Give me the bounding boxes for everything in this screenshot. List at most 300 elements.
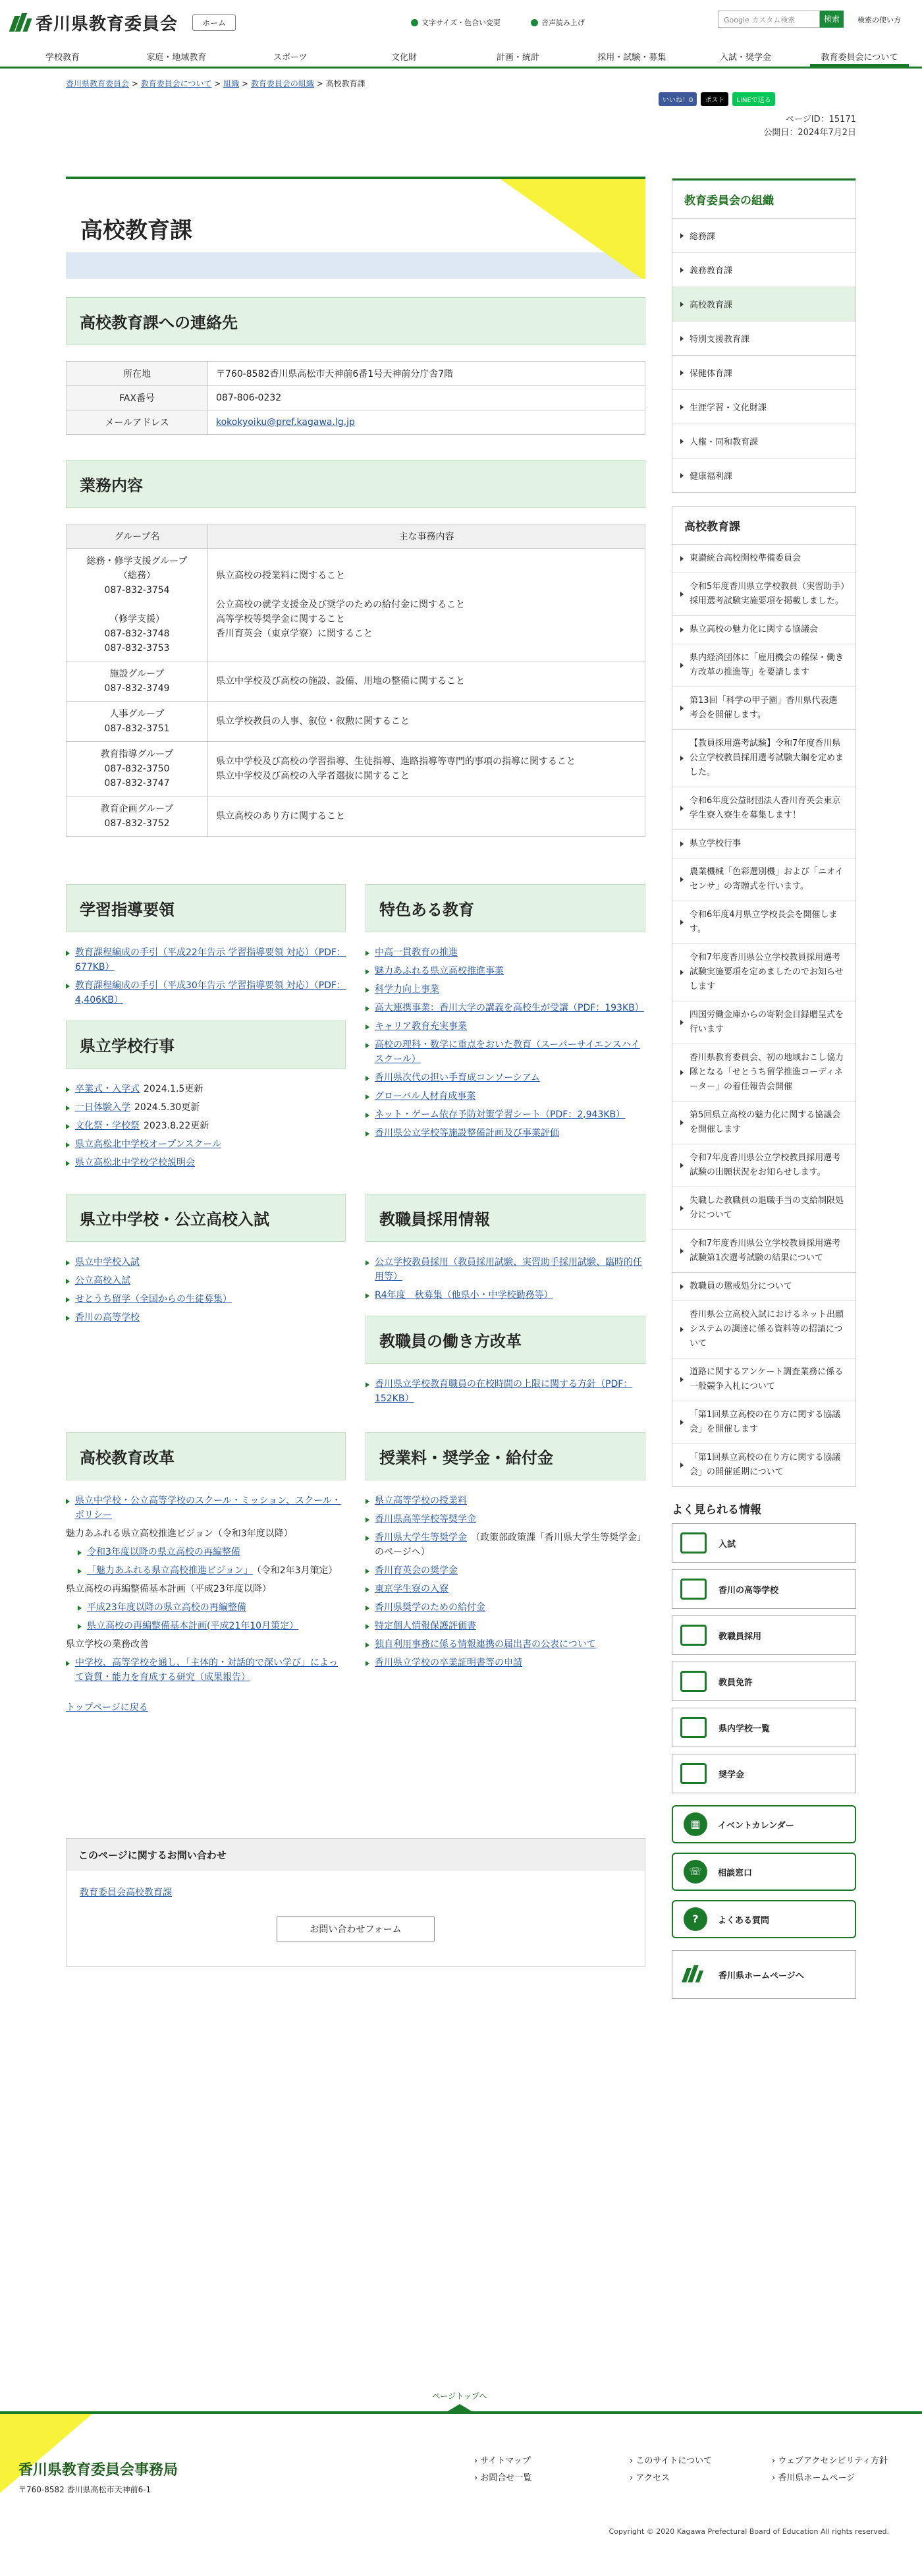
nav-item-6[interactable]: 入試・奨学金	[720, 53, 772, 63]
footer-link-inquiries[interactable]: › お問合せ一覧	[474, 2473, 532, 2483]
news-item-label: 県内経済団体に「雇用機会の確保・働き方改革の推進等」を要請します	[690, 653, 844, 677]
contact-value-cell	[208, 362, 645, 386]
breadcrumb-link[interactable]: 教育委員会の組織	[250, 79, 314, 88]
tokushoku-item-link[interactable]: ネット・ゲーム依存予防対策学習シート（PDF：2,943KB）	[375, 1109, 626, 1120]
jugyoryo-heading: 授業料・奨学金・給付金	[366, 1432, 645, 1480]
freq-link[interactable]	[672, 1754, 856, 1793]
news-item[interactable]	[672, 1301, 855, 1358]
jugyoryo-item	[366, 1512, 645, 1526]
exam-icon	[680, 1532, 707, 1554]
news-item-label: 令和7年度香川県公立学校教員採用選考試験第1次選考試験の結果について	[690, 1239, 841, 1263]
kagawa-home-button[interactable]	[672, 1950, 856, 1999]
hatarakikata-links	[366, 1377, 645, 1406]
work-tasks: 県立高校の授業料に関すること 公立高校の就学支援金及び奨学のための給付金に関すること 高等学校等奨学金に関すること 香川育英会（東京学寮）に関すること	[208, 549, 645, 661]
footer-decoration-triangle	[0, 2414, 92, 2493]
news-item[interactable]	[672, 1144, 855, 1187]
org-nav-item[interactable]	[672, 321, 855, 355]
text-size-label: 文字サイズ・色合い変更	[421, 18, 501, 27]
jugyoryo-item-link[interactable]: 特定個人情報保護評価書	[375, 1621, 476, 1631]
contact-label: FAX番号	[67, 386, 208, 410]
school-list-icon	[680, 1717, 707, 1738]
green-button-label: イベントカレンダー	[718, 1820, 794, 1831]
inquiry-title: このページに関するお問い合わせ	[67, 1839, 645, 1871]
org-nav-item[interactable]	[672, 355, 855, 389]
kaikaku-link[interactable]: 県立高校の再編整備基本計画(平成21年10月策定）	[87, 1621, 299, 1631]
gakushu-item	[66, 945, 346, 974]
site-footer	[0, 2411, 922, 2576]
saiyo-item	[366, 1255, 645, 1284]
nyushi-item	[66, 1292, 346, 1306]
page-title-banner	[66, 177, 645, 279]
back-to-top-link[interactable]: トップページに戻る	[66, 1702, 148, 1713]
nav-item-4[interactable]: 計画・統計	[496, 53, 539, 63]
footer-link-kagawa[interactable]: › 香川県ホームページ	[772, 2473, 855, 2483]
news-item-label: 香川県公立高校入試におけるネット出願システムの調達に係る資料等の招請について	[690, 1310, 844, 1349]
news-item[interactable]	[672, 1443, 855, 1486]
kaikaku-item	[66, 1545, 346, 1559]
text-size-icon	[411, 19, 418, 26]
work-tasks: 県立学校教員の人事、叙位・叙勲に関すること	[208, 702, 645, 742]
tokushoku-item	[366, 1001, 645, 1015]
site-title: 香川県教育委員会	[36, 14, 178, 34]
tokushoku-item-link[interactable]: 香川県次代の担い手育成コンソーシアム	[375, 1073, 540, 1083]
inquiry-box	[66, 1838, 645, 1967]
freq-label: 奨学金	[719, 1770, 745, 1780]
search-help-link[interactable]: 検索の使い方	[857, 16, 901, 24]
x-post-button[interactable]: ポスト	[701, 92, 728, 106]
tokushoku-item	[366, 1071, 645, 1085]
tokushoku-item	[366, 964, 645, 978]
saiyo-item-link[interactable]: R4年度 秋募集（他県小・中学校勤務等）	[375, 1290, 553, 1301]
news-item-label: 令和7年度香川県公立学校教員採用選考試験の出願状況をお知らせします。	[690, 1153, 841, 1177]
contact-value: 〒760-8582香川県高松市天神前6番1号天神前分庁舎7階	[216, 369, 454, 379]
gyoji-item-note: 2023.8.22更新	[144, 1121, 209, 1131]
kagawa-logo-icon	[680, 1964, 707, 1985]
nyushi-item-link[interactable]: 県立中学校入試	[75, 1257, 140, 1268]
jugyoryo-item-link[interactable]: 香川県奨学のための給付金	[375, 1602, 485, 1613]
green-button[interactable]	[672, 1900, 856, 1938]
contact-label: メールアドレス	[67, 410, 208, 435]
footer-link-sitemap[interactable]: › サイトマップ	[474, 2456, 531, 2466]
kaikaku-link[interactable]: 県立中学校・公立高等学校のスクール・ミッション、スクール・ポリシー	[75, 1496, 341, 1521]
gyoji-item-link[interactable]: 県立高松北中学校学校説明会	[75, 1158, 195, 1168]
tokushoku-item-link[interactable]: 科学力向上事業	[375, 984, 439, 995]
tokushoku-item	[366, 1089, 645, 1104]
news-item-label: 香川県教育委員会、初の地域おこし協力隊となる「せとうち留学推進コーディネーター」の着任報告会開催	[690, 1053, 844, 1092]
tokushoku-item	[366, 1038, 645, 1067]
news-nav	[672, 506, 856, 1487]
tokushoku-item	[366, 945, 645, 960]
org-nav-label: 健康福利課	[690, 472, 733, 482]
kaikaku-note: （令和2年3月策定）	[256, 1565, 338, 1576]
copyright: Copyright © 2020 Kagawa Prefectural Board of Education All rights reserved.	[609, 2527, 889, 2536]
gyoji-item	[66, 1119, 346, 1133]
kaikaku-text: 県立学校の業務改善	[66, 1639, 149, 1650]
saiyo-item-link[interactable]: 公立学校教員採用（教員採用試験、実習助手採用試験、臨時的任用等）	[375, 1257, 642, 1282]
jugyoryo-item-link[interactable]: 県立高等学校の授業料	[375, 1496, 467, 1506]
work-heading: 業務内容	[66, 460, 645, 508]
news-item-label: 令和7年度香川県公立学校教員採用選考試験実施要項を定めましたのでお知らせします	[690, 953, 844, 992]
section-row-1	[66, 884, 645, 1170]
freq-label: 県内学校一覧	[719, 1723, 771, 1734]
footer-link-about[interactable]: › このサイトについて	[630, 2456, 713, 2466]
work-tasks: 県立高校のあり方に関すること	[208, 797, 645, 837]
home-button[interactable]: ホーム	[192, 14, 236, 31]
news-item-label: 「第1回県立高校の在り方に関する協議会」の開催延期について	[690, 1453, 841, 1477]
page-top-link[interactable]	[427, 2390, 493, 2412]
jugyoryo-links	[366, 1494, 645, 1670]
section-row-2	[66, 1194, 645, 1406]
nav-item-3[interactable]: 文化財	[391, 53, 418, 63]
work-row	[67, 742, 645, 797]
site-logo[interactable]	[12, 11, 178, 35]
jugyoryo-item-link[interactable]: 香川県大学生等奨学金	[375, 1532, 467, 1543]
news-item-label: 失職した教職員の退職手当の支給制限処分について	[690, 1196, 844, 1220]
faq-icon: ?	[684, 1907, 707, 1931]
work-col-header: 主な事務内容	[208, 524, 645, 549]
gyoji-links	[66, 1082, 346, 1170]
nyushi-item-link[interactable]: 香川の高等学校	[75, 1312, 140, 1323]
nav-item-7[interactable]: 教育委員会について	[810, 45, 909, 67]
hatarakikata-heading: 教職員の働き方改革	[366, 1316, 645, 1364]
tokushoku-item-link[interactable]: 中高一貫教育の推進	[375, 947, 458, 958]
tokushoku-item-link[interactable]: キャリア教育充実事業	[375, 1021, 467, 1032]
breadcrumb-current: 高校教育課	[325, 79, 366, 88]
org-nav-label: 人権・同和教育課	[690, 437, 759, 447]
org-nav-label: 高校教育課	[690, 300, 733, 310]
freq-label: 教員免許	[719, 1677, 753, 1688]
kaikaku-item	[66, 1600, 346, 1615]
contact-heading: 高校教育課への連絡先	[66, 297, 645, 345]
kaikaku-text: 県立高校の再編整備基本計画（平成23年度以降）	[66, 1584, 271, 1594]
news-item-label: 教職員の懲戒処分について	[690, 1281, 792, 1291]
news-item-label: 東讃統合高校開校準備委員会	[690, 553, 801, 563]
voice-link[interactable]	[531, 17, 585, 28]
news-item[interactable]	[672, 858, 855, 901]
kaikaku-link[interactable]: 令和3年度以降の県立高校の再編整備	[87, 1547, 240, 1557]
breadcrumb-link[interactable]: 香川県教育委員会	[66, 79, 130, 88]
jugyoryo-item-link[interactable]: 香川育英会の奨学金	[375, 1565, 458, 1576]
jugyoryo-item-link[interactable]: 独自利用事務に係る情報連携の届出書の公表について	[375, 1639, 596, 1650]
gyoji-item	[66, 1137, 346, 1152]
gyoji-heading: 県立学校行事	[66, 1021, 346, 1069]
org-nav-item[interactable]	[672, 458, 855, 492]
text-size-link[interactable]	[411, 17, 501, 28]
tokushoku-item-link[interactable]: 高校の理科・数学に重点をおいた教育（スーパーサイエンスハイスクール）	[375, 1040, 640, 1065]
page-title: 高校教育課	[80, 217, 192, 244]
social-buttons	[659, 92, 775, 106]
kagawa-logo-icon	[12, 13, 30, 33]
speaker-icon	[531, 19, 538, 26]
news-item[interactable]	[672, 1401, 855, 1443]
news-item-label: 令和6年度4月県立学校長会を開催します。	[690, 910, 838, 934]
gyoji-item-note: 2024.1.5更新	[144, 1084, 203, 1094]
news-item-label: 道路に関するアンケート調査業務に係る一般競争入札について	[690, 1367, 844, 1391]
org-nav-item[interactable]	[672, 424, 855, 458]
right-col-3	[366, 1432, 645, 1685]
work-row	[67, 661, 645, 702]
contact-value-cell	[208, 386, 645, 410]
green-button-label: よくある質問	[718, 1915, 770, 1926]
jugyoryo-item-link[interactable]: 東京学生寮の入寮	[375, 1584, 448, 1594]
breadcrumb-link[interactable]: 組織	[223, 79, 240, 88]
search-button[interactable]: 検索	[820, 11, 844, 28]
saiyo-heading: 教職員採用情報	[366, 1194, 645, 1242]
org-nav-item[interactable]	[672, 287, 855, 321]
news-item[interactable]	[672, 729, 855, 787]
section-row-3	[66, 1432, 645, 1685]
gyoji-item-link[interactable]: 卒業式・入学式	[75, 1084, 140, 1094]
jugyoryo-item	[366, 1619, 645, 1633]
nyushi-item	[66, 1310, 346, 1325]
left-col-2	[66, 1194, 346, 1406]
contact-value-cell	[208, 410, 645, 435]
news-item[interactable]	[672, 1044, 855, 1101]
news-item[interactable]	[672, 901, 855, 943]
news-item[interactable]	[672, 1272, 855, 1301]
gyoji-item	[66, 1082, 346, 1096]
org-nav	[672, 178, 856, 493]
breadcrumb-separator: >	[239, 79, 251, 88]
nav-item-2[interactable]: スポーツ	[273, 53, 308, 63]
freq-link[interactable]	[672, 1615, 856, 1655]
kaikaku-item	[66, 1582, 346, 1596]
freq-label: 教職員採用	[719, 1631, 762, 1642]
work-group: 教育指導グループ 087-832-3750 087-832-3747	[67, 742, 208, 797]
work-header-row	[67, 524, 645, 549]
jugyoryo-item	[366, 1600, 645, 1615]
org-nav-label: 義務教育課	[690, 266, 733, 276]
jugyoryo-item-link[interactable]: 香川県立学校の卒業証明書等の申請	[375, 1658, 522, 1668]
kaikaku-link[interactable]: 中学校、高等学校を通し、「主体的・対話的で深い学び」によって資質・能力を育成する研究（成果報告）	[75, 1658, 338, 1683]
jugyoryo-item	[366, 1494, 645, 1508]
green-button[interactable]	[672, 1805, 856, 1843]
news-item-label: 四国労働金庫からの寄附金目録贈呈式を行います	[690, 1010, 844, 1034]
left-col-3	[66, 1432, 346, 1685]
footer-link-accessibility[interactable]: › ウェブアクセシビリティ方針	[772, 2456, 888, 2466]
tokushoku-item-link[interactable]: 香川県公立学校等施設整備計画及び事業評価	[375, 1128, 559, 1138]
news-item-label: 令和6年度公益財団法人香川育英会東京学生寮入寮生を募集します！	[690, 796, 841, 820]
freq-link[interactable]	[672, 1523, 856, 1563]
kaikaku-link[interactable]: 平成23年度以降の県立高校の再編整備	[87, 1602, 246, 1613]
site-header	[0, 0, 922, 45]
freq-link[interactable]	[672, 1662, 856, 1701]
org-nav-item[interactable]	[672, 252, 855, 287]
kaikaku-item	[66, 1619, 346, 1633]
kagawa-home-label: 香川県ホームページへ	[719, 1971, 804, 1981]
news-item[interactable]	[672, 644, 855, 686]
gakushu-item-link[interactable]: 教育課程編成の手引（平成30年告示 学習指導要領 対応）（PDF：4,406KB）	[75, 980, 346, 1005]
news-item[interactable]	[672, 787, 855, 829]
nyushi-heading: 県立中学校・公立高校入試	[66, 1194, 346, 1242]
main-content	[66, 177, 645, 1714]
contact-row	[67, 362, 645, 386]
nyushi-item-link[interactable]: せとうち留学（全国からの生徒募集）	[75, 1294, 232, 1304]
inquiry-form-button[interactable]	[277, 1916, 435, 1942]
freq-link[interactable]	[672, 1708, 856, 1747]
breadcrumb-separator: >	[129, 79, 141, 88]
gyoji-item-link[interactable]: 県立高松北中学校オープンスクール	[75, 1139, 222, 1150]
tokushoku-item-link[interactable]: グローバル人材育成事業	[375, 1091, 476, 1102]
freq-label: 入試	[719, 1539, 736, 1550]
breadcrumb-separator: >	[211, 79, 224, 88]
nav-item-5[interactable]: 採用・試験・募集	[597, 53, 666, 63]
kaikaku-link[interactable]: 「魅力あふれる県立高校推進ビジョン」	[87, 1565, 253, 1576]
left-col-1	[66, 884, 346, 1170]
footer-address: 〒760-8582 香川県高松市天神前6-1	[18, 2485, 151, 2494]
kaikaku-item	[66, 1656, 346, 1685]
freq-label: 香川の高等学校	[719, 1585, 779, 1596]
nav-item-0[interactable]: 学校教育	[45, 53, 80, 63]
news-item-label: 第5回県立高校の魅力化に関する協議会を開催します	[690, 1110, 841, 1134]
teacher-icon	[680, 1625, 707, 1646]
tokushoku-item	[366, 1019, 645, 1034]
work-row	[67, 797, 645, 837]
news-item[interactable]	[672, 1358, 855, 1401]
nyushi-item	[66, 1274, 346, 1288]
org-nav-item[interactable]	[672, 218, 855, 252]
nyushi-item	[66, 1255, 346, 1270]
contact-row	[67, 386, 645, 410]
news-item-label: 【教員採用選考試験】令和7年度香川県公立学校教員採用選考試験大綱を定めました。	[690, 739, 844, 777]
news-item[interactable]	[672, 686, 855, 729]
news-item[interactable]	[672, 1187, 855, 1229]
news-item-label: 県立高校の魅力化に関する協議会	[690, 625, 819, 634]
consult-icon: ☏	[684, 1860, 707, 1884]
kaikaku-text: 魅力あふれる県立高校推進ビジョン（令和3年度以降）	[66, 1528, 293, 1539]
scholarship-icon	[680, 1763, 707, 1784]
gakushu-item	[66, 978, 346, 1007]
kaikaku-item	[66, 1563, 346, 1578]
gakushu-links	[66, 945, 346, 1007]
breadcrumb-link[interactable]: 教育委員会について	[140, 79, 212, 88]
jugyoryo-item-note: （政策部政策課「香川県大学生等奨学金」のページへ）	[375, 1532, 641, 1557]
gyoji-item	[66, 1156, 346, 1170]
gyoji-item-link[interactable]: 一日体験入学	[75, 1102, 130, 1113]
school-icon	[680, 1579, 707, 1600]
nav-item-1[interactable]: 家庭・地域教育	[146, 53, 207, 63]
work-col-header: グループ名	[67, 524, 208, 549]
email-link[interactable]: kokokyoiku@pref.kagawa.lg.jp	[216, 417, 355, 428]
org-nav-label: 特別支援教育課	[690, 335, 750, 345]
work-table	[66, 524, 645, 837]
news-item-label: 令和5年度香川県立学校教員（実習助手）採用選考試験実施要項を掲載しました。	[690, 582, 845, 606]
green-buttons	[672, 1805, 856, 1938]
inquiry-form-label: お問い合わせフォーム	[310, 1924, 402, 1935]
breadcrumb	[66, 78, 366, 89]
gyoji-item-note: 2024.5.30更新	[134, 1102, 200, 1113]
kaikaku-heading: 高校教育改革	[66, 1432, 346, 1480]
line-share-button[interactable]: LINEで送る	[732, 92, 774, 106]
published-date: 公開日：2024年7月2日	[763, 128, 856, 138]
search-input[interactable]: Google カスタム検索	[718, 11, 820, 28]
org-nav-label: 生涯学習・文化財課	[690, 403, 767, 413]
hatarakikata-item-link[interactable]: 香川県立学校教育職員の在校時間の上限に関する方針（PDF：152KB）	[375, 1379, 633, 1404]
right-col-2	[366, 1194, 645, 1406]
kaikaku-links	[66, 1494, 346, 1685]
saiyo-links	[366, 1255, 645, 1302]
tokushoku-item-link[interactable]: 高大連携事業：香川大学の講義を高校生が受講（PDF：193KB）	[375, 1003, 644, 1013]
news-item[interactable]	[672, 544, 855, 573]
news-item[interactable]	[672, 1229, 855, 1272]
news-nav-title: 高校教育課	[684, 520, 740, 534]
kaikaku-item	[66, 1637, 346, 1652]
work-group: 人事グループ 087-832-3751	[67, 702, 208, 742]
footer-link-access[interactable]: › アクセス	[630, 2473, 670, 2483]
contact-table	[66, 361, 645, 435]
work-tasks: 県立中学校及び高校の学習指導、生徒指導、進路指導等専門的事項の指導に関すること 県立中学校及び高校の入学者選抜に関すること	[208, 742, 645, 797]
work-row	[67, 702, 645, 742]
news-item-label: 県立学校行事	[690, 839, 742, 849]
tokushoku-item	[366, 1107, 645, 1122]
page-meta	[763, 113, 856, 140]
jugyoryo-item	[366, 1656, 645, 1670]
news-item[interactable]	[672, 1001, 855, 1044]
green-button[interactable]	[672, 1853, 856, 1891]
breadcrumb-separator: >	[313, 79, 326, 88]
tokushoku-item	[366, 1126, 645, 1140]
news-item[interactable]	[672, 615, 855, 644]
contact-row	[67, 410, 645, 435]
voice-label: 音声読み上げ	[541, 18, 585, 27]
jugyoryo-item	[366, 1563, 645, 1578]
news-item-label: 農業機械「色彩選別機」および「ニオイセンサ」の寄贈式を行います。	[690, 867, 844, 891]
facebook-like-button[interactable]: いいね！0	[659, 92, 697, 106]
gyoji-item-link[interactable]: 文化祭・学校祭	[75, 1121, 140, 1131]
jugyoryo-item	[366, 1637, 645, 1652]
kaikaku-item	[66, 1526, 346, 1541]
work-tasks: 県立中学校及び高校の施設、設備、用地の整備に関すること	[208, 661, 645, 702]
nyushi-links	[66, 1255, 346, 1325]
freq-link[interactable]	[672, 1569, 856, 1609]
sidebar	[672, 178, 856, 2005]
news-item[interactable]	[672, 829, 855, 858]
calendar-icon: ▦	[684, 1812, 707, 1836]
jugyoryo-item-link[interactable]: 香川県高等学校等奨学金	[375, 1514, 476, 1525]
hatarakikata-item	[366, 1377, 645, 1406]
org-nav-item[interactable]	[672, 389, 855, 424]
freq-title: よく見られる情報	[672, 1503, 761, 1517]
title-decoration-triangle	[501, 179, 645, 279]
jugyoryo-item	[366, 1582, 645, 1596]
gakushu-item-link[interactable]: 教育課程編成の手引（平成22年告示 学習指導要領 対応）（PDF：677KB）	[75, 947, 346, 972]
jugyoryo-item	[366, 1530, 645, 1559]
tokushoku-item	[366, 982, 645, 997]
news-item-label: 「第1回県立高校の在り方に関する協議会」を開催します	[690, 1410, 841, 1434]
right-col-1	[366, 884, 645, 1170]
work-group: 総務・修学支援グループ （総務） 087-832-3754 （修学支援） 087-832-3748 087-832-3753	[67, 549, 208, 661]
news-item[interactable]	[672, 1101, 855, 1144]
global-nav	[0, 45, 922, 69]
gyoji-item	[66, 1100, 346, 1115]
tokushoku-item-link[interactable]: 魅力あふれる県立高校推進事業	[375, 966, 504, 976]
page-id: ページID：15171	[786, 115, 856, 125]
work-row	[67, 549, 645, 661]
search-form	[718, 11, 844, 28]
org-nav-title: 教育委員会の組織	[672, 179, 855, 218]
page-top-label: ページトップへ	[432, 2392, 487, 2401]
work-group: 教育企画グループ 087-832-3752	[67, 797, 208, 837]
org-nav-label: 保健体育課	[690, 369, 733, 379]
contact-label: 所在地	[67, 362, 208, 386]
inquiry-dept-link[interactable]: 教育委員会高校教育課	[80, 1888, 172, 1898]
freq-links	[672, 1523, 856, 1793]
news-item[interactable]	[672, 573, 855, 615]
green-button-label: 相談窓口	[718, 1868, 753, 1878]
work-group: 施設グループ 087-832-3749	[67, 661, 208, 702]
nyushi-item-link[interactable]: 公立高校入試	[75, 1275, 130, 1286]
news-item[interactable]	[672, 943, 855, 1001]
